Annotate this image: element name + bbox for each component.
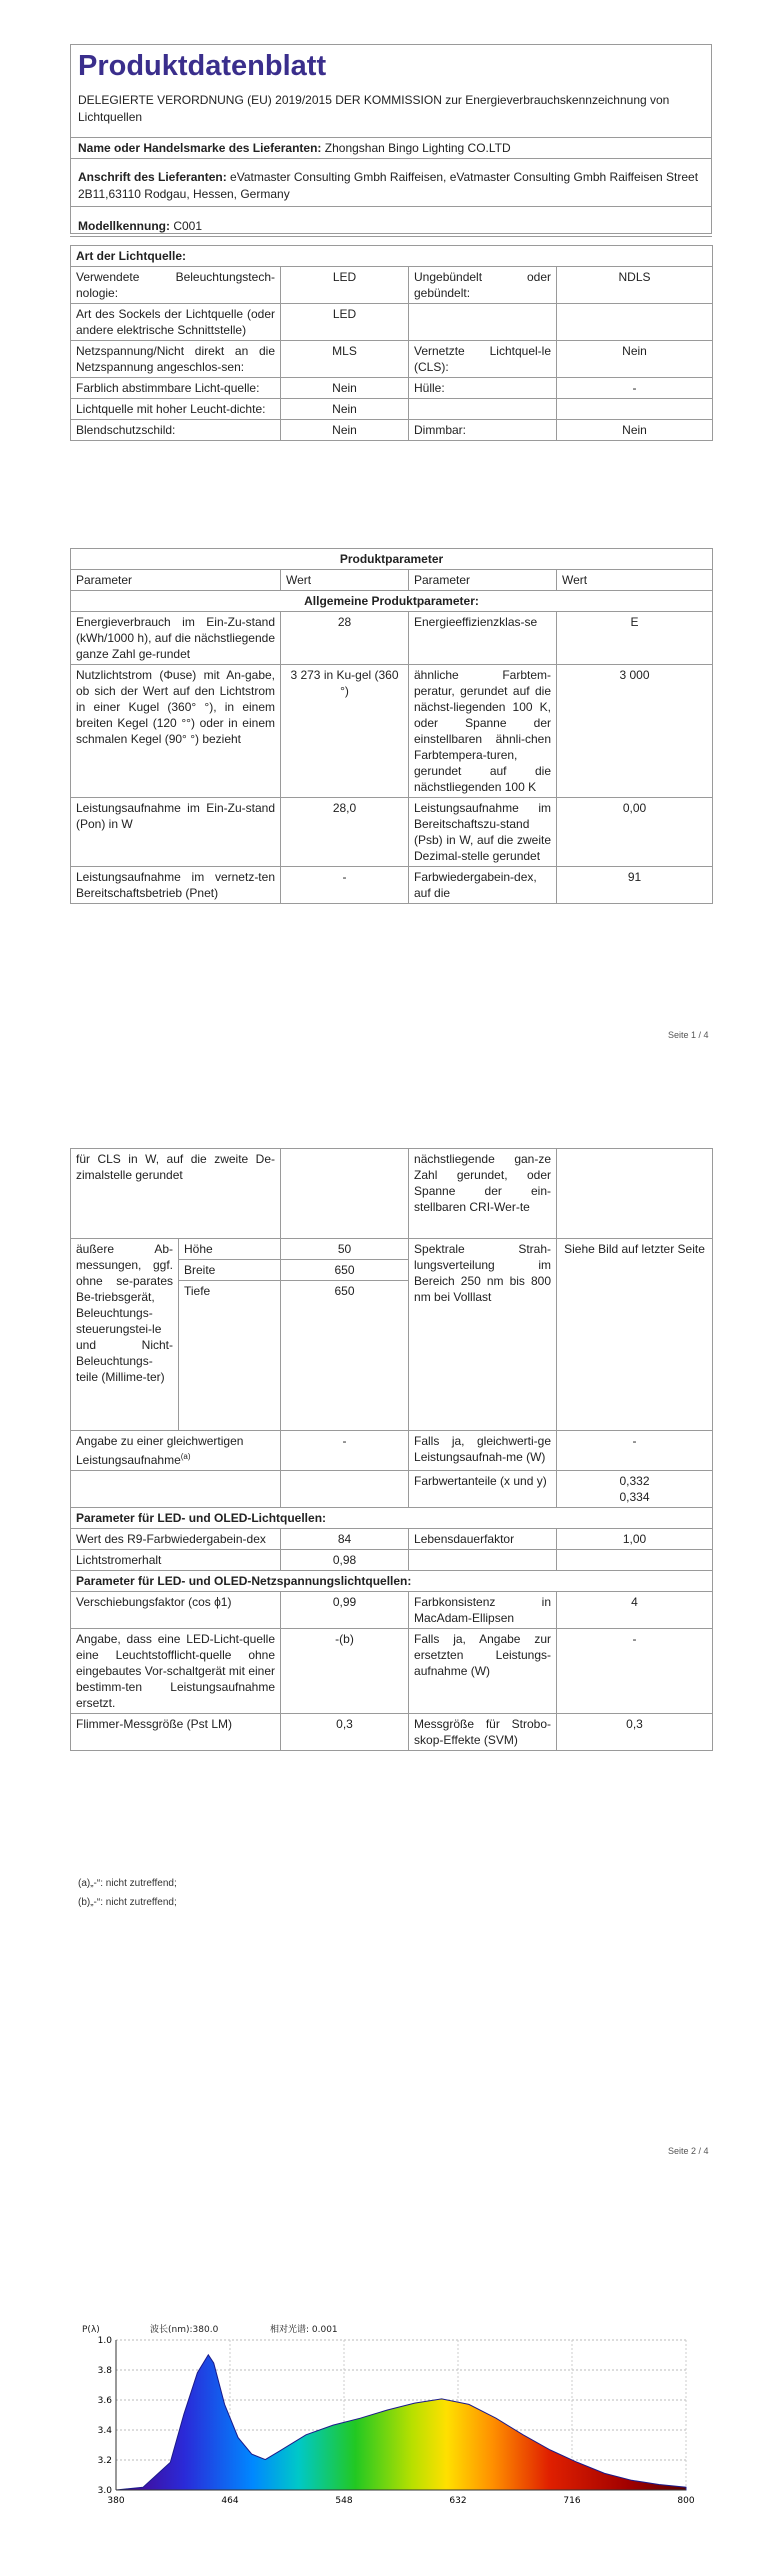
displacement-factor-value: 0,99 [281,1592,409,1629]
dim-depth-label: Tiefe [179,1281,281,1431]
equivalent-power-value: - [281,1431,409,1471]
product-param-value-2: 91 [557,867,713,904]
led-params-title: Parameter für LED- und OLED-Lichtquellen: [71,1508,713,1529]
fluorescent-replacement-value: -(b) [281,1629,409,1714]
type-param-value-2 [557,304,713,341]
supplier-value: Zhongshan Bingo Lighting CO.LTD [324,141,511,155]
type-param-label-2: Hülle: [409,378,557,399]
y-tick-label: 3.6 [97,2396,112,2406]
type-param-label: Art des Sockels der Lichtquelle (oder andere elektrische Schnittstelle) [71,304,281,341]
address-label: Anschrift des Lieferanten: [78,170,227,184]
empty-cell [281,1471,409,1508]
model-value: C001 [173,219,203,233]
product-param-label: Energieverbrauch im Ein-Zu-stand (kWh/1000 h), auf die nächstliegende ganze Zahl ge-rundet [71,612,281,665]
spectral-label: Spektrale Strah-lungsverteilung im Bereich 250 nm bis 800 nm bei Volllast [409,1239,557,1431]
if-yes-equivalent-label: Falls ja, gleichwerti-ge Leistungsaufnah-me (W) [409,1431,557,1471]
type-param-value-2: NDLS [557,267,713,304]
product-param-label: Nutzlichtstrom (Φuse) mit An-gabe, ob sich der Wert auf den Lichtstrom in einer Kugel (360° °), in einem breiten Kegel (120 °°) oder in einem schmalen Kegel (90° °) bezieht [71,665,281,798]
replaced-power-label: Falls ja, Angabe zur ersetzten Leistungs-aufnahme (W) [409,1629,557,1714]
product-param-value: 28,0 [281,798,409,867]
type-param-label: Netzspannung/Nicht direkt an die Netzspannung angeschlos-sen: [71,341,281,378]
dimensions-label: äußere Ab-messungen, ggf. ohne se-parates Be-triebsgerät, Beleuchtungs-steuerungstei-le und Nicht-Beleuchtungs-teile (Millime-ter) [71,1239,179,1431]
x-tick-label: 716 [563,2496,581,2506]
y-tick-label: 3.2 [97,2456,112,2466]
type-param-label: Lichtquelle mit hoher Leucht-dichte: [71,399,281,420]
empty-cell [557,1550,713,1571]
lifetime-factor-label: Lebensdauerfaktor [409,1529,557,1550]
equivalent-power-label [71,1431,281,1471]
y-tick-label: 3.8 [97,2366,112,2376]
flux-maintenance-value: 0,98 [281,1550,409,1571]
chromaticity-y: 0,334 [619,1490,650,1504]
spectrum-area [116,2355,686,2490]
params-section-title: Produktparameter [71,549,713,570]
equivalent-power-text: Angabe zu einer gleichwertigen Leistungsaufnahme [76,1434,244,1467]
dim-depth-value: 650 [281,1281,409,1431]
type-param-label-2: Dimmbar: [409,420,557,441]
stroboscopic-value: 0,3 [557,1714,713,1751]
product-param-label: Leistungsaufnahme im Ein-Zu-stand (Pon) in W [71,798,281,867]
x-tick-label: 464 [221,2496,239,2506]
type-param-value: Nein [281,399,409,420]
general-params-title: Allgemeine Produktparameter: [71,591,713,612]
col-header-param-1: Parameter [71,570,281,591]
product-param-label-2: ähnliche Farbtem-peratur, gerundet auf die nächst-liegenden 100 K, oder Spanne der einstellbaren ähnli-chen Farbtempera-turen, gerundet auf die nächstliegenden 100 K [409,665,557,798]
chromaticity-value [557,1471,713,1508]
general-param-rows [71,612,713,904]
regulation-text: DELEGIERTE VERORDNUNG (EU) 2019/2015 DER KOMMISSION zur Energieverbrauchskennzeichnung von Lichtquellen [78,93,670,124]
dim-height-value: 50 [281,1239,409,1260]
page-number-1: Seite 1 / 4 [668,1030,709,1040]
product-param-label-2: Energieeffizienzklas-se [409,612,557,665]
product-param-value-2: 0,00 [557,798,713,867]
y-tick-label: 1.0 [97,2336,112,2346]
y-tick-label: 3.0 [97,2486,112,2496]
document-title: Produktdatenblatt [78,50,327,82]
r9-label: Wert des R9-Farbwiedergabein-dex [71,1529,281,1550]
r9-value: 84 [281,1529,409,1550]
type-param-value: Nein [281,420,409,441]
x-tick-label: 380 [107,2496,125,2506]
empty-cell [71,1471,281,1508]
address-value: eVatmaster Consulting Gmbh Raiffeisen, eVatmaster Consulting Gmbh Raiffeisen Street 2B11,63110 Rodgau, Hessen, Germany [78,170,699,201]
product-param-value: 3 273 in Ku-gel (360 °) [281,665,409,798]
flux-maintenance-label: Lichtstromerhalt [71,1550,281,1571]
color-consistency-value: 4 [557,1592,713,1629]
chromaticity-label: Farbwertanteile (x und y) [409,1471,557,1508]
type-param-label-2: Vernetzte Lichtquel-le (CLS): [409,341,557,378]
empty-cell [409,1550,557,1571]
if-yes-equivalent-value: - [557,1431,713,1471]
cls-power-cont-value [281,1149,409,1239]
page-number-2: Seite 2 / 4 [668,2146,709,2156]
dim-height-label: Höhe [179,1239,281,1260]
type-param-value: LED [281,267,409,304]
col-header-param-2: Parameter [409,570,557,591]
product-param-label-2: Farbwiedergabein-dex, auf die [409,867,557,904]
replaced-power-value: - [557,1629,713,1714]
footnote-a: (a)„-“: nicht zutreffend; [78,1878,177,1889]
cri-cont-value [557,1149,713,1239]
spectral-value: Siehe Bild auf letzter Seite [557,1239,713,1431]
type-param-value-2: - [557,378,713,399]
type-param-label-2: Ungebündelt oder gebündelt: [409,267,557,304]
product-param-label: Leistungsaufnahme im vernetz-ten Bereitschaftsbetrieb (Pnet) [71,867,281,904]
stroboscopic-label: Messgröße für Strobo-skop-Effekte (SVM) [409,1714,557,1751]
type-param-value-2 [557,399,713,420]
model-label: Modellkennung: [78,219,170,233]
fluorescent-replacement-label: Angabe, dass eine LED-Licht-quelle eine Leuchtstofflicht-quelle ohne eingebautes Vor-schaltgerät mit einer bestimm-ten Leistungsaufnahme ersetzt. [71,1629,281,1714]
product-param-value-2: 3 000 [557,665,713,798]
type-param-value-2: Nein [557,420,713,441]
type-param-value-2: Nein [557,341,713,378]
cri-cont-label: nächstliegende gan-ze Zahl gerundet, oder Spanne der ein-stellbaren CRI-Wer-te [409,1149,557,1239]
footnote-b: (b)„-“: nicht zutreffend; [78,1897,177,1908]
type-param-value: LED [281,304,409,341]
type-param-value: Nein [281,378,409,399]
light-source-type-table [70,245,713,441]
type-param-value: MLS [281,341,409,378]
flicker-value: 0,3 [281,1714,409,1751]
product-parameters-table-cont [70,1148,713,1751]
product-param-value: - [281,867,409,904]
x-tick-label: 632 [449,2496,467,2506]
dim-width-label: Breite [179,1260,281,1281]
displacement-factor-label: Verschiebungsfaktor (cos ϕ1) [71,1592,281,1629]
supplier-row [70,137,712,159]
color-consistency-label: Farbkonsistenz in MacAdam-Ellipsen [409,1592,557,1629]
cls-power-cont-label: für CLS in W, auf die zweite De-zimalstelle gerundet [71,1149,281,1239]
chart-header-wavelength: 波长(nm):380.0 [150,2325,219,2335]
type-param-label-2 [409,399,557,420]
chromaticity-x: 0,332 [619,1474,650,1488]
product-parameters-table [70,548,713,904]
chart-ylabel: P(λ) [82,2325,100,2335]
chart-header-flux: 相对光谱: 0.001 [270,2325,338,2335]
x-tick-label: 800 [677,2496,695,2506]
type-param-label-2 [409,304,557,341]
flicker-label: Flimmer-Messgröße (Pst LM) [71,1714,281,1751]
col-header-value-1: Wert [281,570,409,591]
product-param-value: 28 [281,612,409,665]
mains-params-title: Parameter für LED- und OLED-Netzspannungslichtquellen: [71,1571,713,1592]
type-param-label: Farblich abstimmbare Licht-quelle: [71,378,281,399]
product-param-value-2: E [557,612,713,665]
col-header-value-2: Wert [557,570,713,591]
spectral-distribution-chart [80,2318,700,2518]
type-param-label: Blendschutzschild: [71,420,281,441]
address-row [70,166,712,207]
footnote-ref-a: (a) [180,1452,191,1461]
type-rows [71,267,713,441]
x-tick-label: 548 [335,2496,353,2506]
type-section-title: Art der Lichtquelle: [71,246,713,267]
y-tick-label: 3.4 [97,2426,112,2436]
supplier-label: Name oder Handelsmarke des Lieferanten: [78,141,322,155]
product-param-label-2: Leistungsaufnahme im Bereitschaftszu-stand (Psb) in W, auf die zweite Dezimal-stelle gerundet [409,798,557,867]
model-row [70,216,712,237]
dim-width-value: 650 [281,1260,409,1281]
type-param-label: Verwendete Beleuchtungstech-nologie: [71,267,281,304]
lifetime-factor-value: 1,00 [557,1529,713,1550]
